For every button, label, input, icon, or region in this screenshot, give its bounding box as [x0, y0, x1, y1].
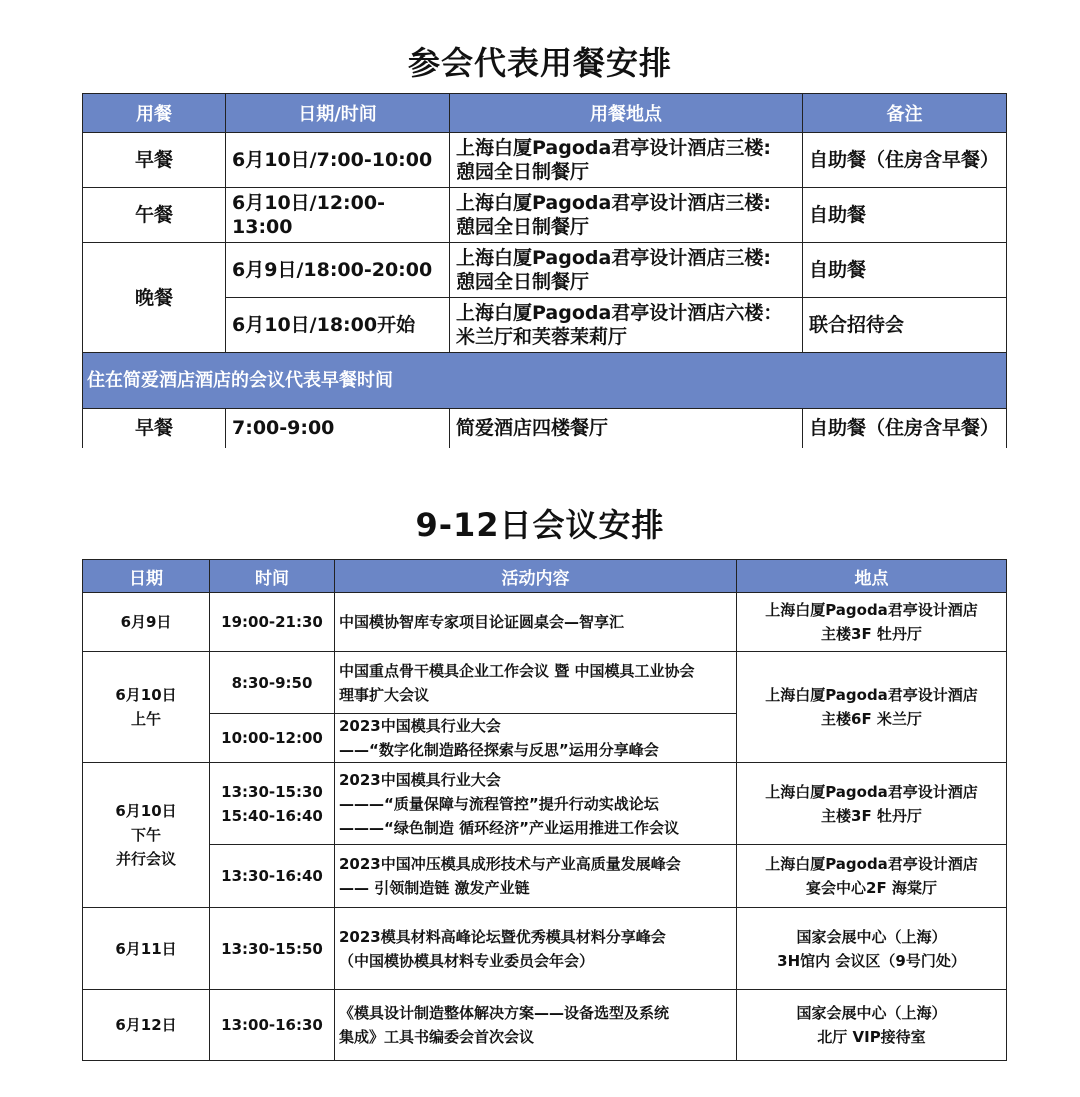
- header-datetime: 日期/时间: [226, 94, 450, 133]
- schedule-table-header: [83, 560, 1007, 593]
- date-cell: 6月12日: [83, 990, 210, 1061]
- datetime-cell: 6月10日/12:00-13:00: [226, 188, 450, 243]
- venue-cell: 上海白厦Pagoda君亭设计酒店 主楼6F 米兰厅: [737, 652, 1007, 763]
- content-cell: 《模具设计制造整体解决方案——设备选型及系统 集成》工具书编委会首次会议: [335, 990, 737, 1061]
- meal-row: [83, 188, 1007, 243]
- meal-cell: 晚餐: [83, 243, 226, 353]
- location-line: 上海白厦Pagoda君亭设计酒店六楼：: [456, 302, 783, 324]
- content-cell: 2023中国模具行业大会 ——“数字化制造路径探索与反思”运用分享峰会: [335, 714, 737, 763]
- meal-cell: 午餐: [83, 188, 226, 243]
- meal-row: [83, 133, 1007, 188]
- location-cell: [450, 298, 803, 353]
- date-cell: 6月11日: [83, 908, 210, 990]
- datetime-cell: 6月10日/18:00开始: [226, 298, 450, 353]
- content-cell: 2023中国冲压模具成形技术与产业高质量发展峰会 —— 引领制造链 激发产业链: [335, 845, 737, 908]
- schedule-row: [83, 763, 1007, 845]
- datetime-cell: 6月10日/7:00-10:00: [226, 133, 450, 188]
- venue-cell: 国家会展中心（上海） 3H馆内 会议区（9号门处）: [737, 908, 1007, 990]
- note-cell: 自助餐（住房含早餐）: [803, 409, 1007, 448]
- time-cell: 13:30-15:30 15:40-16:40: [210, 763, 335, 845]
- note-cell: 联合招待会: [803, 298, 1007, 353]
- schedule-row: [83, 990, 1007, 1061]
- date-cell: 6月9日: [83, 593, 210, 652]
- date-cell: 6月10日 上午: [83, 652, 210, 763]
- datetime-cell: 7:00-9:00: [226, 409, 450, 448]
- location-line: 上海白厦Pagoda君亭设计酒店三楼:: [456, 192, 771, 214]
- schedule-row: [83, 908, 1007, 990]
- meal-row: [83, 243, 1007, 298]
- header-content: 活动内容: [335, 560, 737, 593]
- location-line: 米兰厅和芙蓉茉莉厅: [456, 326, 628, 348]
- schedule-row: [83, 593, 1007, 652]
- header-venue: 地点: [737, 560, 1007, 593]
- note-cell: 自助餐: [803, 188, 1007, 243]
- location-line: 憩园全日制餐厅: [456, 216, 590, 238]
- time-cell: 13:30-15:50: [210, 908, 335, 990]
- location-line: 上海白厦Pagoda君亭设计酒店三楼:: [456, 247, 771, 269]
- location-line: 上海白厦Pagoda君亭设计酒店三楼:: [456, 137, 771, 159]
- meal-subheader-row: [83, 353, 1007, 409]
- time-cell: 19:00-21:30: [210, 593, 335, 652]
- location-cell: [450, 243, 803, 298]
- content-cell: 2023中国模具行业大会 ———“质量保障与流程管控”提升行动实战论坛 ———“绿色制造 循环经济”产业运用推进工作会议: [335, 763, 737, 845]
- header-meal: 用餐: [83, 94, 226, 133]
- time-cell: 10:00-12:00: [210, 714, 335, 763]
- venue-cell: 上海白厦Pagoda君亭设计酒店 主楼3F 牡丹厅: [737, 763, 1007, 845]
- date-cell: 6月10日 下午 并行会议: [83, 763, 210, 908]
- meal-section-title: 参会代表用餐安排: [407, 44, 672, 82]
- location-line: 憩园全日制餐厅: [456, 271, 590, 293]
- meal-cell: 早餐: [83, 133, 226, 188]
- schedule-row: [83, 845, 1007, 908]
- location-cell: [450, 188, 803, 243]
- content-cell: 中国重点骨干模具企业工作会议 暨 中国模具工业协会 理事扩大会议: [335, 652, 737, 714]
- content-cell: 中国模协智库专家项目论证圆桌会—智享汇: [335, 593, 737, 652]
- meal-cell: 早餐: [83, 409, 226, 448]
- schedule-table: [82, 559, 1007, 1061]
- content-cell: 2023模具材料高峰论坛暨优秀模具材料分享峰会 （中国模协模具材料专业委员会年会）: [335, 908, 737, 990]
- venue-cell: 国家会展中心（上海） 北厅 VIP接待室: [737, 990, 1007, 1061]
- meal-subheader: 住在简爱酒店酒店的会议代表早餐时间: [83, 353, 1007, 409]
- note-cell: 自助餐: [803, 243, 1007, 298]
- header-location: 用餐地点: [450, 94, 803, 133]
- time-cell: 13:00-16:30: [210, 990, 335, 1061]
- schedule-row: [83, 652, 1007, 714]
- time-cell: 8:30-9:50: [210, 652, 335, 714]
- header-date: 日期: [83, 560, 210, 593]
- meal-table: [82, 93, 1007, 448]
- note-cell: 自助餐（住房含早餐）: [803, 133, 1007, 188]
- location-cell: 简爱酒店四楼餐厅: [450, 409, 803, 448]
- header-time: 时间: [210, 560, 335, 593]
- datetime-cell: 6月9日/18:00-20:00: [226, 243, 450, 298]
- venue-cell: 上海白厦Pagoda君亭设计酒店 宴会中心2F 海棠厅: [737, 845, 1007, 908]
- time-cell: 13:30-16:40: [210, 845, 335, 908]
- meal-row: [83, 409, 1007, 448]
- header-note: 备注: [803, 94, 1007, 133]
- schedule-section-title: 9-12日会议安排: [415, 506, 665, 544]
- meal-table-header: [83, 94, 1007, 133]
- venue-cell: 上海白厦Pagoda君亭设计酒店 主楼3F 牡丹厅: [737, 593, 1007, 652]
- location-line: 憩园全日制餐厅: [456, 161, 590, 183]
- location-cell: [450, 133, 803, 188]
